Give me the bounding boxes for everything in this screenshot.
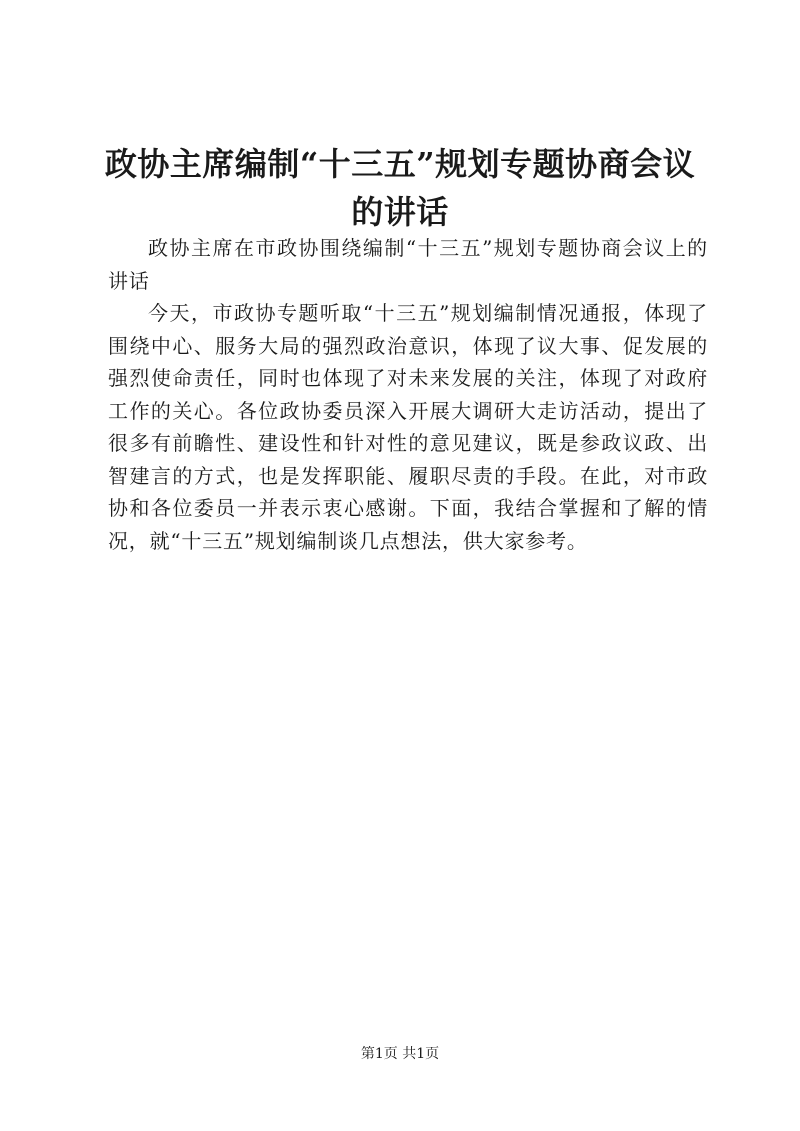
- document-body: [108, 232, 708, 557]
- subtitle-paragraph: 政协主席在市政协围绕编制“十三五”规划专题协商会议上的讲话: [108, 236, 708, 293]
- page-footer: 第1页 共1页: [360, 1046, 440, 1062]
- body-paragraph: 今天，市政协专题听取“十三五”规划编制情况通报，体现了围绕中心、服务大局的强烈政治意识，体现了议大事、促发展的强烈使命责任，同时也体现了对未来发展的关注，体现了对政府工作的关心。各位政协委员深入开展大调研大走访活动，提出了很多有前瞻性、建设性和针对性的意见建议，既是参政议政、出智建言的方式，也是发挥职能、履职尽责的手段。在此，对市政协和各位委员一并表示衷心感谢。下面，我结合掌握和了解的情况，就“十三五”规划编制谈几点想法，供大家参考。: [108, 301, 708, 553]
- document-title: 政协主席编制“十三五”规划专题协商会议的讲话: [104, 145, 696, 231]
